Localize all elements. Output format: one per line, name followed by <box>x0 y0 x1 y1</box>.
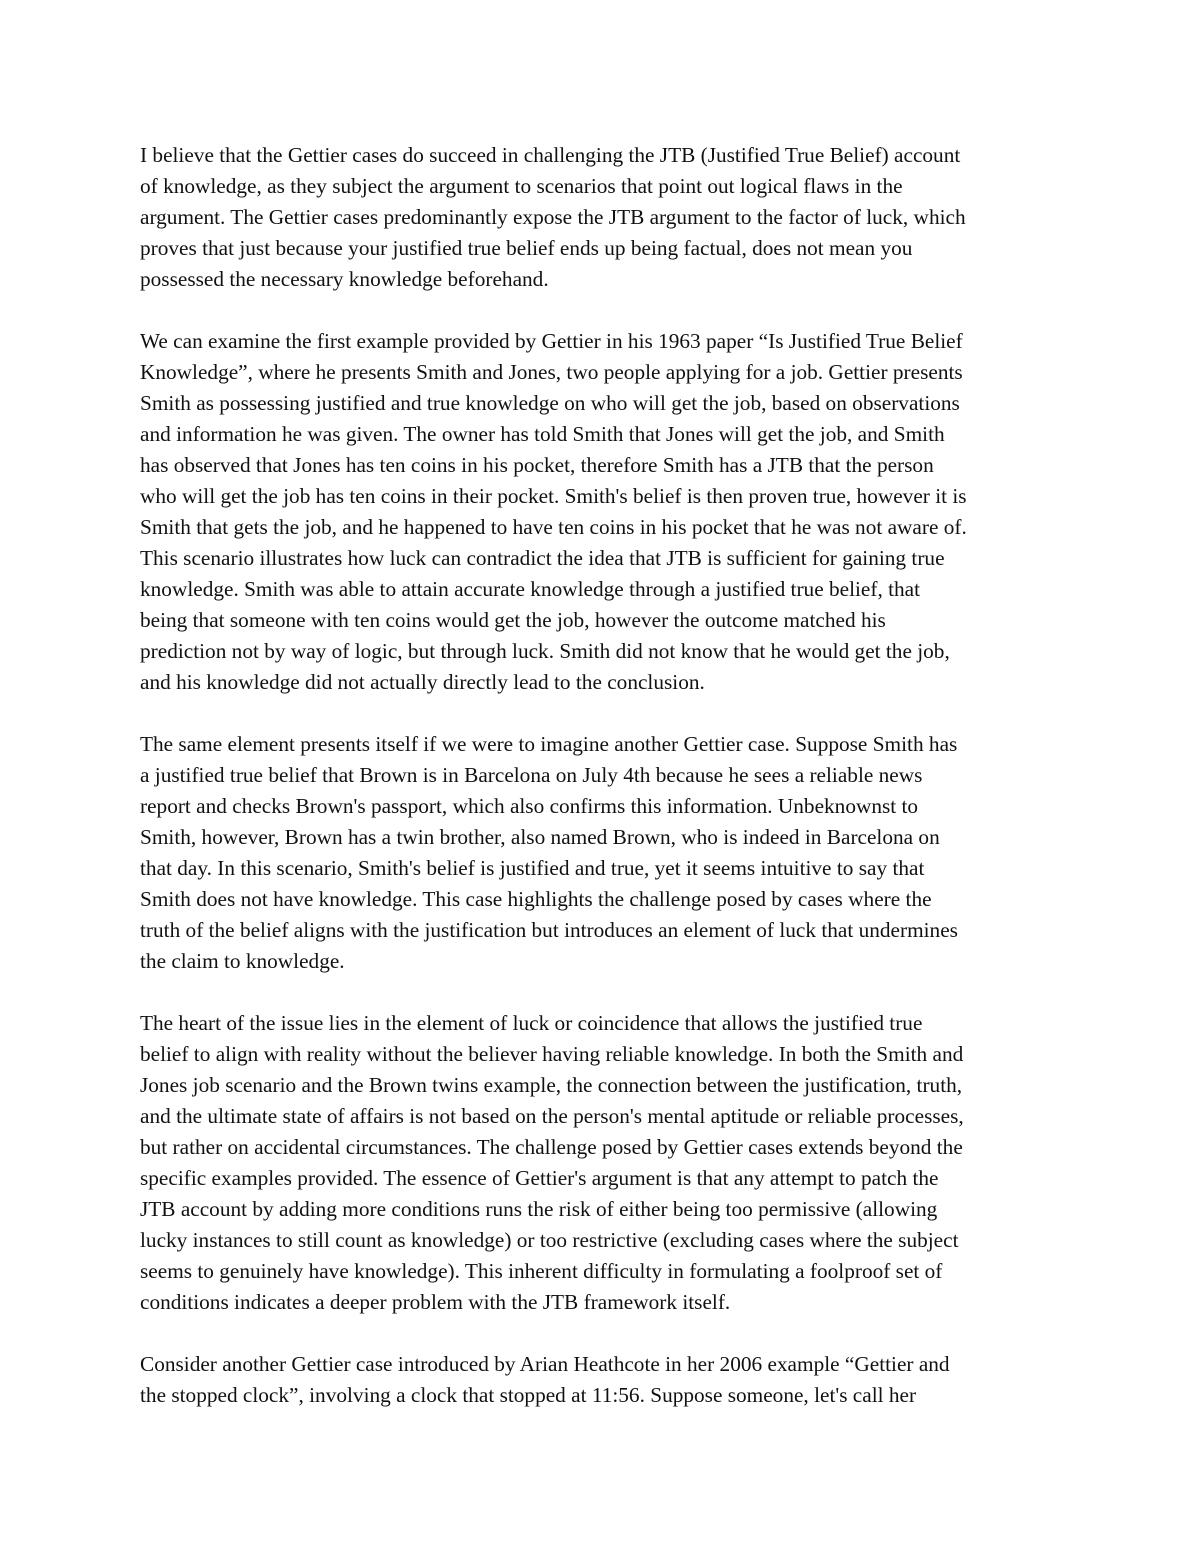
text-line: and the ultimate state of affairs is not based on the person's mental aptitude or reliable processes, <box>140 1104 964 1128</box>
text-line: Jones job scenario and the Brown twins example, the connection between the justification, truth, <box>140 1073 963 1097</box>
text-line: argument. The Gettier cases predominantly expose the JTB argument to the factor of luck, which <box>140 205 966 229</box>
paragraph-5 <box>140 1349 1060 1411</box>
text-line: The heart of the issue lies in the element of luck or coincidence that allows the justified true <box>140 1011 923 1035</box>
text-line: has observed that Jones has ten coins in his pocket, therefore Smith has a JTB that the person <box>140 453 934 477</box>
text-line: who will get the job has ten coins in their pocket. Smith's belief is then proven true, however it is <box>140 484 967 508</box>
text-line: conditions indicates a deeper problem with the JTB framework itself. <box>140 1290 731 1314</box>
text-line: Knowledge”, where he presents Smith and Jones, two people applying for a job. Gettier presents <box>140 360 963 384</box>
text-line: Smith that gets the job, and he happened to have ten coins in his pocket that he was not aware of. <box>140 515 967 539</box>
text-line: JTB account by adding more conditions runs the risk of either being too permissive (allowing <box>140 1197 938 1221</box>
text-line: We can examine the first example provided by Gettier in his 1963 paper “Is Justified True Belief <box>140 329 963 353</box>
paragraph-1 <box>140 140 1060 295</box>
text-line: specific examples provided. The essence of Gettier's argument is that any attempt to patch the <box>140 1166 939 1190</box>
text-line: being that someone with ten coins would get the job, however the outcome matched his <box>140 608 886 632</box>
text-line: This scenario illustrates how luck can contradict the idea that JTB is sufficient for gaining true <box>140 546 945 570</box>
text-line: I believe that the Gettier cases do succeed in challenging the JTB (Justified True Belief) account <box>140 143 961 167</box>
text-line: but rather on accidental circumstances. The challenge posed by Gettier cases extends beyond the <box>140 1135 963 1159</box>
text-line: the stopped clock”, involving a clock that stopped at 11:56. Suppose someone, let's call her <box>140 1383 917 1407</box>
text-line: a justified true belief that Brown is in Barcelona on July 4th because he sees a reliable news <box>140 763 923 787</box>
text-line: the claim to knowledge. <box>140 949 345 973</box>
text-line: Consider another Gettier case introduced by Arian Heathcote in her 2006 example “Gettier and <box>140 1352 950 1376</box>
text-line: lucky instances to still count as knowledge) or too restrictive (excluding cases where the subject <box>140 1228 959 1252</box>
text-line: and information he was given. The owner has told Smith that Jones will get the job, and Smith <box>140 422 945 446</box>
document-body <box>140 140 1060 1442</box>
text-line: proves that just because your justified true belief ends up being factual, does not mean you <box>140 236 913 260</box>
text-line: that day. In this scenario, Smith's belief is justified and true, yet it seems intuitive to say that <box>140 856 925 880</box>
text-line: knowledge. Smith was able to attain accurate knowledge through a justified true belief, that <box>140 577 921 601</box>
paragraph-2 <box>140 326 1060 698</box>
text-line: belief to align with reality without the believer having reliable knowledge. In both the Smith and <box>140 1042 964 1066</box>
text-line: seems to genuinely have knowledge). This inherent difficulty in formulating a foolproof set of <box>140 1259 943 1283</box>
text-line: and his knowledge did not actually directly lead to the conclusion. <box>140 670 705 694</box>
text-line: Smith as possessing justified and true knowledge on who will get the job, based on observations <box>140 391 960 415</box>
text-line: possessed the necessary knowledge beforehand. <box>140 267 549 291</box>
text-line: prediction not by way of logic, but through luck. Smith did not know that he would get the job, <box>140 639 950 663</box>
paragraph-4 <box>140 1008 1060 1318</box>
text-line: Smith does not have knowledge. This case highlights the challenge posed by cases where the <box>140 887 932 911</box>
text-line: of knowledge, as they subject the argument to scenarios that point out logical flaws in the <box>140 174 903 198</box>
text-line: truth of the belief aligns with the justification but introduces an element of luck that undermines <box>140 918 958 942</box>
paragraph-3 <box>140 729 1060 977</box>
text-line: report and checks Brown's passport, which also confirms this information. Unbeknownst to <box>140 794 919 818</box>
text-line: The same element presents itself if we were to imagine another Gettier case. Suppose Smith has <box>140 732 958 756</box>
text-line: Smith, however, Brown has a twin brother, also named Brown, who is indeed in Barcelona on <box>140 825 940 849</box>
